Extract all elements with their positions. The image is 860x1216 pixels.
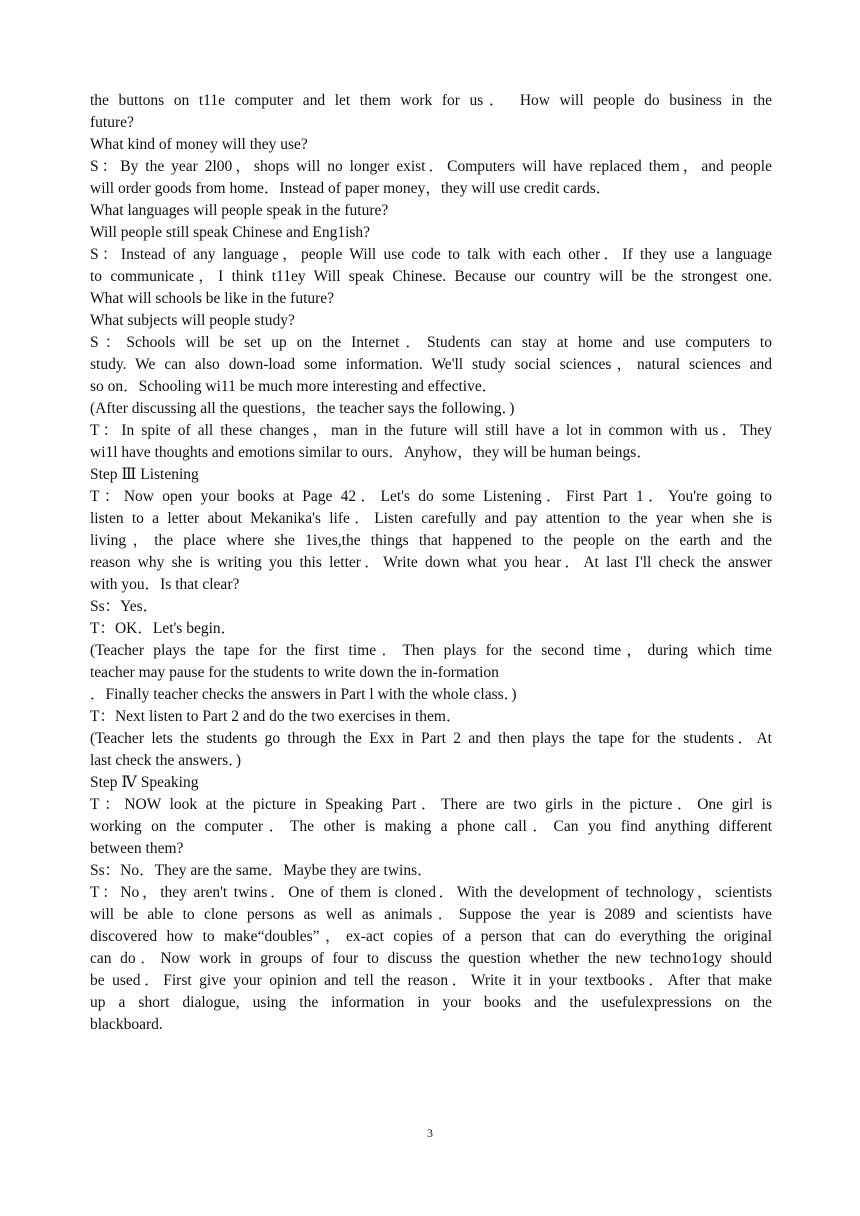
text-line: T：Now open your books at Page 42．Let's do some Listening．First Part 1．You're going to xyxy=(90,488,772,505)
text-line: S：Schools will be set up on the Internet．Students can stay at home and use computers to xyxy=(90,334,772,351)
text-line: T：OK．Let's begin． xyxy=(90,620,237,637)
text-line: What languages will people speak in the future? xyxy=(90,202,389,219)
text-line: study. We can also down-load some information. We'll study social sciences，natural sciences and xyxy=(90,356,772,373)
text-line: wi1l have thoughts and emotions similar to ours．Anyhow，they will be human beings． xyxy=(90,444,652,461)
text-line: teacher may pause for the students to write down the in-formation xyxy=(90,664,499,681)
text-line: can do．Now work in groups of four to discuss the question whether the new techno1ogy should xyxy=(90,950,772,967)
text-line: ．Finally teacher checks the answers in Part l with the whole class．) xyxy=(90,686,517,703)
text-line: up a short dialogue, using the information in your books and the usefulexpressions on the xyxy=(90,994,772,1011)
text-line: What will schools be like in the future? xyxy=(90,290,335,307)
page-number: 3 xyxy=(427,1126,433,1140)
text-line: blackboard. xyxy=(90,1016,163,1033)
text-line: the buttons on t11e computer and let them work for us． How will people do business in the xyxy=(90,92,772,109)
document-body xyxy=(90,90,772,1036)
text-line: reason why she is writing you this letter．Write down what you hear．At last I'll check the answer xyxy=(90,554,772,571)
text-line: (Teacher plays the tape for the first time．Then plays for the second time，during which time xyxy=(90,642,772,659)
text-line: with you．Is that clear? xyxy=(90,576,240,593)
text-line: between them? xyxy=(90,840,184,857)
text-line: What kind of money will they use? xyxy=(90,136,308,153)
text-line: (After discussing all the questions，the teacher says the following．) xyxy=(90,400,515,417)
text-line: be used．First give your opinion and tell the reason．Write it in your textbooks．After that make xyxy=(90,972,772,989)
text-line: T：No，they aren't twins．One of them is cloned．With the development of technology，scientists xyxy=(90,884,772,901)
text-line: What subjects will people study? xyxy=(90,312,295,329)
text-line: to communicate，I think t11ey Will speak Chinese. Because our country will be the strongest one. xyxy=(90,268,772,285)
text-line: living，the place where she 1ives,the things that happened to the people on the earth and the xyxy=(90,532,772,549)
text-line: will be able to clone persons as well as animals．Suppose the year is 2089 and scientists have xyxy=(90,906,772,923)
text-line: future? xyxy=(90,114,134,131)
text-line: Ss：No．They are the same．Maybe they are twins． xyxy=(90,862,433,879)
text-line: T：In spite of all these changes，man in the future will still have a lot in common with us．They xyxy=(90,422,772,439)
text-line: Will people still speak Chinese and Eng1ish? xyxy=(90,224,371,241)
text-line: listen to a letter about Mekanika's life．Listen carefully and pay attention to the year when she is xyxy=(90,510,772,527)
text-line: S：Instead of any language，people Will use code to talk with each other．If they use a language xyxy=(90,246,772,263)
text-line: Ss：Yes． xyxy=(90,598,159,615)
text-line: Step Ⅲ Listening xyxy=(90,466,199,483)
text-line: T：NOW look at the picture in Speaking Part．There are two girls in the picture．One girl is xyxy=(90,796,772,813)
text-line: S：By the year 2l00，shops will no longer exist．Computers will have replaced them，and people xyxy=(90,158,772,175)
text-line: Step Ⅳ Speaking xyxy=(90,774,199,791)
text-line: will order goods from home．Instead of paper money，they will use credit cards． xyxy=(90,180,612,197)
text-line: (Teacher lets the students go through the Exx in Part 2 and then plays the tape for the students．At xyxy=(90,730,772,747)
text-line: discovered how to make“doubles”，ex-act copies of a person that can do everything the original xyxy=(90,928,772,945)
text-line: working on the computer．The other is making a phone call．Can you find anything different xyxy=(90,818,772,835)
text-line: so on．Schooling wi11 be much more interesting and effective． xyxy=(90,378,498,395)
text-line: T：Next listen to Part 2 and do the two exercises in them． xyxy=(90,708,462,725)
text-line: last check the answers．) xyxy=(90,752,242,769)
